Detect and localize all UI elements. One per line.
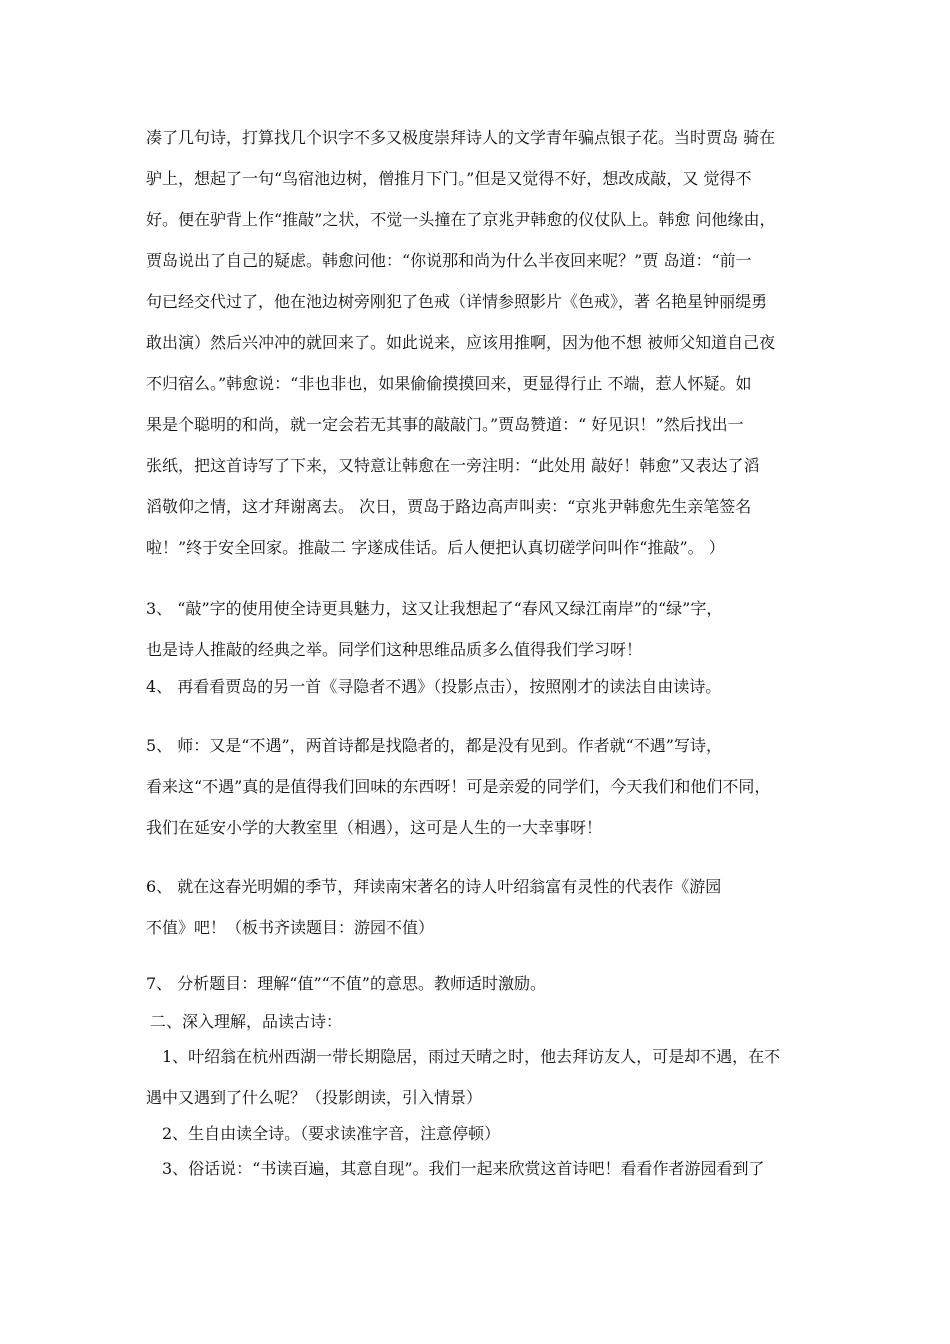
text-line: 敢出演）然后兴冲冲的就回来了。如此说来，应该用推啊，因为他不想 被师父知道自己夜: [146, 333, 776, 352]
text-line: 不值》吧！（板书齐读题目：游园不值）: [146, 918, 435, 937]
list-item-7: 7、 分析题目：理解“值”“不值”的意思。教师适时激励。: [146, 974, 546, 993]
list-item-6: 6、 就在这春光明媚的季节，拜读南宋著名的诗人叶绍翁富有灵性的代表作《游园: [146, 877, 722, 896]
text-line: 滔敬仰之情，这才拜谢离去。 次日，贾岛于路边高声叫卖：“京兆尹韩愈先生亲笔签名: [146, 497, 752, 516]
text-line: 张纸，把这首诗写了下来，又特意让韩愈在一旁注明：“此处用 敲好！韩愈”又表达了滔: [146, 456, 760, 475]
list-item-4: 4、 再看看贾岛的另一首《寻隐者不遇》（投影点击），按照刚才的读法自由读诗。: [146, 677, 722, 696]
text-line: 遇中又遇到了什么呢？（投影朗读，引入情景）: [146, 1088, 483, 1107]
text-line: 贾岛说出了自己的疑虑。韩愈问他：“你说那和尚为什么半夜回来呢？”贾 岛道：“前一: [146, 251, 752, 270]
text-line: 果是个聪明的和尚，就一定会若无其事的敲敲门。”贾岛赞道：“ 好见识！”然后找出一: [146, 415, 744, 434]
text-line: 也是诗人推敲的经典之举。同学们这种思维品质多么值得我们学习呀！: [146, 640, 643, 659]
text-line: 不归宿么。”韩愈说：“非也非也，如果偷偷摸摸回来，更显得行止 不端，惹人怀疑。如: [146, 374, 752, 393]
sub-item-2: 2、生自由读全诗。（要求读准字音，注意停顿）: [162, 1124, 501, 1143]
text-line: 句已经交代过了，他在池边树旁刚犯了色戒（详情参照影片《色戒》，著 名艳星钟丽缇勇: [146, 292, 768, 311]
text-line: 啦！”终于安全回家。推敲二 字遂成佳话。后人便把认真切磋学问叫作“推敲”。 ）: [146, 538, 725, 557]
list-item-5: 5、 师：又是“不遇”，两首诗都是找隐者的，都是没有见到。作者就“不遇”写诗，: [146, 736, 722, 755]
section-heading: 二、深入理解，品读古诗：: [150, 1012, 343, 1031]
text-line: 我们在延安小学的大教室里（相遇），这可是人生的一大幸事呀！: [146, 818, 603, 837]
list-item-3: 3、 “敲”字的使用使全诗更具魅力，这又让我想起了“春风又绿江南岸”的“绿”字，: [146, 599, 723, 618]
text-line: 好。便在驴背上作“推敲”之状，不觉一头撞在了京兆尹韩愈的仪仗队上。韩愈 问他缘由，: [146, 210, 776, 229]
text-line: 看来这“不遇”真的是值得我们回味的东西呀！可是亲爱的同学们，今天我们和他们不同，: [146, 777, 771, 796]
text-line: 凑了几句诗，打算找几个识字不多又极度崇拜诗人的文学青年骗点银子花。当时贾岛 骑在: [146, 128, 776, 147]
text-line: 驴上，想起了一句“鸟宿池边树，僧推月下门。”但是又觉得不好，想改成敲，又 觉得不: [146, 169, 752, 188]
sub-item-1: 1、叶绍翁在杭州西湖一带长期隐居，雨过天晴之时，他去拜访友人，可是却不遇，在不: [162, 1047, 781, 1066]
sub-item-3: 3、俗话说：“书读百遍，其意自现”。我们一起来欣赏这首诗吧！看看作者游园看到了: [162, 1159, 765, 1178]
